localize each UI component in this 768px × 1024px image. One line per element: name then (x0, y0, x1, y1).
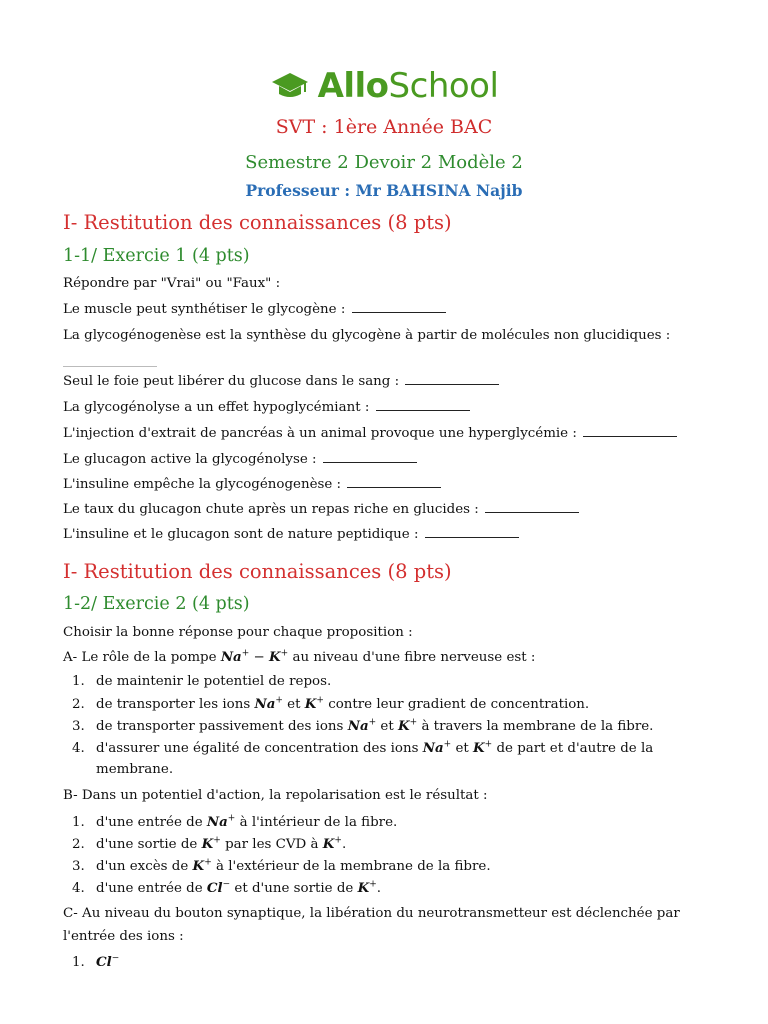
document-title: SVT : 1ère Année BAC (275, 116, 493, 138)
statement-item (63, 426, 677, 441)
statement-item (63, 400, 470, 415)
exercise-heading: 1-1/ Exercie 1 (4 pts) (63, 246, 250, 266)
option-a2[interactable]: 2. de transporter les ions Na+ et K+ contre leur gradient de concentration. (72, 695, 590, 712)
option-a3[interactable]: 3. de transporter passivement des ions Na+ et K+ à travers la membrane de la fibre. (72, 717, 654, 734)
statement-item (63, 527, 519, 542)
option-b2[interactable]: 2. d'une sortie de K+ par les CVD à K+. (72, 835, 347, 852)
question-c-continued: l'entrée des ions : (63, 929, 184, 944)
answer-blank[interactable] (485, 502, 579, 513)
option-a4[interactable]: 4. d'assurer une égalité de concentration des ions Na+ et K+ de part et d'autre de la (72, 739, 654, 756)
statement-text: Le glucagon active la glycogénolyse : (63, 452, 321, 467)
answer-blank[interactable] (352, 302, 446, 313)
statement-item (63, 452, 417, 467)
section-heading: I- Restitution des connaissances (8 pts) (63, 211, 452, 234)
answer-blank[interactable] (405, 374, 499, 385)
answer-blank[interactable] (376, 400, 470, 411)
option-b3[interactable]: 3. d'un excès de K+ à l'extérieur de la membrane de la fibre. (72, 857, 491, 874)
option-b1[interactable]: 1. d'une entrée de Na+ à l'intérieur de la fibre. (72, 813, 398, 830)
option-a1[interactable]: 1. de maintenir le potentiel de repos. (72, 674, 332, 689)
instruction-text: Répondre par "Vrai" ou "Faux" : (63, 276, 281, 291)
professor-name: Professeur : Mr BAHSINA Najib (245, 181, 523, 200)
question-text: A- Le rôle de la pompe (63, 650, 221, 665)
answer-blank[interactable] (583, 426, 677, 437)
statement-text: Le muscle peut synthétiser le glycogène : (63, 302, 350, 317)
alloschool-logo[interactable] (0, 66, 768, 110)
question-b: B- Dans un potentiel d'action, la repolarisation est le résultat : (63, 788, 488, 803)
brand-light: School (388, 66, 499, 106)
answer-blank[interactable] (347, 477, 441, 488)
statement-item (63, 502, 579, 517)
document-subtitle: Semestre 2 Devoir 2 Modèle 2 (245, 152, 523, 173)
statement-text: L'insuline empêche la glycogénogenèse : (63, 477, 346, 492)
section-heading: I- Restitution des connaissances (8 pts) (63, 560, 452, 583)
brand-bold: Allo (317, 66, 389, 106)
answer-blank-line[interactable] (63, 356, 157, 371)
exercise-heading: 1-2/ Exercie 2 (4 pts) (63, 594, 250, 614)
statement-item (63, 302, 446, 317)
statement-text: L'insuline et le glucagon sont de nature peptidique : (63, 527, 423, 542)
statement-item (63, 477, 441, 492)
statement-text: La glycogénolyse a un effet hypoglycémiant : (63, 400, 374, 415)
answer-blank[interactable] (63, 365, 157, 367)
statement-text: Le taux du glucagon chute après un repas riche en glucides : (63, 502, 484, 517)
graduation-cap-icon (270, 69, 310, 103)
statement-text: Seul le foie peut libérer du glucose dans le sang : (63, 374, 404, 389)
statement-text: L'injection d'extrait de pancréas à un animal provoque une hyperglycémie : (63, 426, 582, 441)
answer-blank[interactable] (323, 452, 417, 463)
statement-item (63, 328, 670, 343)
statement-item (63, 374, 499, 389)
option-a4-continued: membrane. (96, 762, 174, 777)
option-c1[interactable]: 1. Cl− (72, 953, 120, 970)
option-b4[interactable]: 4. d'une entrée de Cl− et d'une sortie de K+. (72, 879, 382, 896)
question-a: A- Le rôle de la pompe Na+ − K+ au niveau d'une fibre nerveuse est : (63, 648, 536, 665)
question-text: au niveau d'une fibre nerveuse est : (288, 650, 536, 665)
statement-text: La glycogénogenèse est la synthèse du glycogène à partir de molécules non glucidiques : (63, 328, 671, 343)
answer-blank[interactable] (425, 527, 519, 538)
instruction-text: Choisir la bonne réponse pour chaque proposition : (63, 625, 413, 640)
question-c: C- Au niveau du bouton synaptique, la libération du neurotransmetteur est déclenchée par (63, 906, 680, 921)
